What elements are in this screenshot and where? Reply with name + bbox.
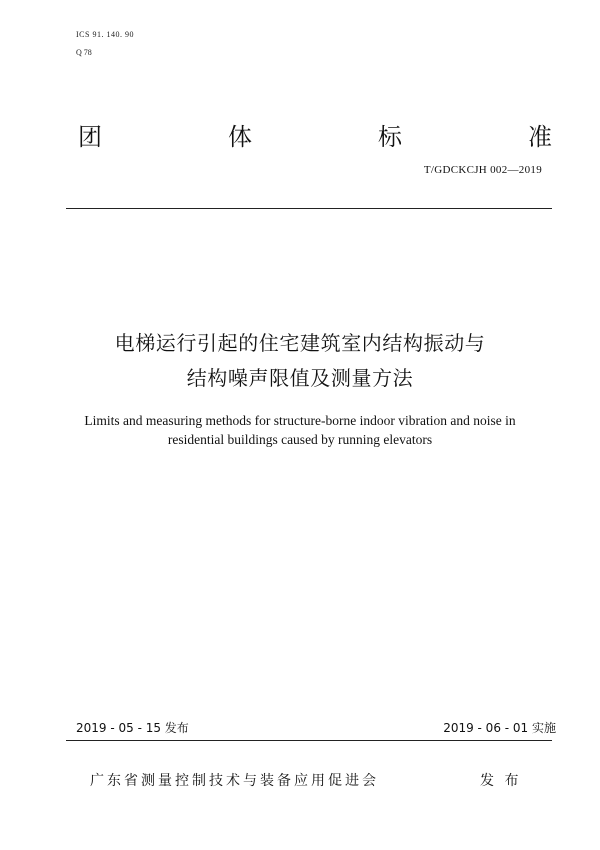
ics-code: ICS 91. 140. 90 xyxy=(76,30,134,39)
title-en-line-1: Limits and measuring methods for structure-borne indoor vibration and noise in xyxy=(84,413,516,428)
issue-label: 发 布 xyxy=(480,773,522,789)
title-zh-line-2: 结构噪声限值及测量方法 xyxy=(186,366,414,390)
header-divider xyxy=(66,208,552,209)
standard-type-char: 体 xyxy=(228,123,252,151)
standard-type-char: 团 xyxy=(78,123,102,151)
publish-date: 2019 - 05 - 15 发布 xyxy=(76,721,189,735)
issuer-name: 广东省测量控制技术与装备应用促进会 xyxy=(90,773,379,789)
standard-number: T/GDCKCJH 002—2019 xyxy=(423,164,542,176)
title-en-line-2: residential buildings caused by running elevators xyxy=(167,432,433,447)
standard-type-char: 准 xyxy=(528,123,552,151)
title-zh-line-1: 电梯运行引起的住宅建筑室内结构振动与 xyxy=(114,331,486,355)
implementation-date: 2019 - 06 - 01 实施 xyxy=(443,721,556,735)
footer-divider xyxy=(66,740,552,741)
ccs-code: Q 78 xyxy=(76,48,92,57)
standard-type xyxy=(78,117,552,152)
standard-type-char: 标 xyxy=(378,123,402,151)
